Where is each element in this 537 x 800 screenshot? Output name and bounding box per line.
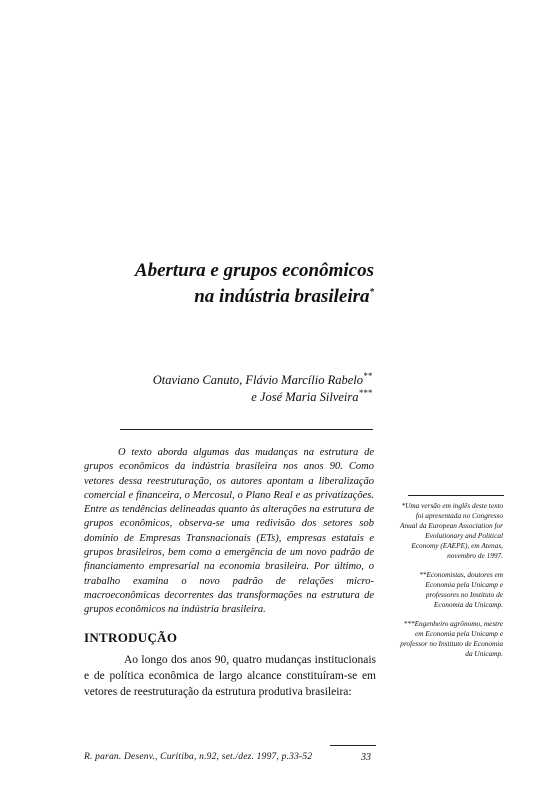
title-footnote-mark: * [369,286,374,297]
section-heading: INTRODUÇÃO [84,630,178,645]
article-title [135,258,374,310]
abstract-text: O texto aborda algumas das mudanças na estrutura de grupos econômicos da indústria brasileira nos anos 90. Como vetores dessa reestruturação, os autores apontam a liberalização comercial e financeira, o Mercosul, o Plano Real e as privatizações. Entre as tendências delineadas quanto às alterações na estrutura de grupos econômicos, observa-se uma redivisão dos setores sob domínio de Empresas Transnacionais (ETs), empresas estatais e grupos brasileiros, bem como a emergência de um novo padrão de financiamento empresarial na economia brasileira. Por último, o trabalho examina o novo padrão de relações micro-macroeconômicas decorrentes das transformações na estrutura de grupos econômicos na indústria brasileira. [84,447,374,616]
note-authors-economists: **Economistas, doutores em Economia pela Unicamp e professores no Instituto de Economia da Unicamp. [419,570,503,609]
note-author-engineer: ***Engenheiro agrônomo, mestre em Economia pela Unicamp e professor no Instituto de Economia da Unicamp. [400,619,503,658]
intro-paragraph: Ao longo dos anos 90, quatro mudanças institucionais e de política econômica de largo alcance constituíram-se em vetores de reestruturação da estrutura produtiva brasileira: [84,654,376,698]
abstract-divider [120,429,373,430]
note-title: *Uma versão em inglês deste texto foi apresentada no Congresso Anual da European Association for Evolutionary and Political Economy (EAEPE), em Atenas, novembro de 1997. [400,501,503,560]
authors-line-1-text: Otaviano Canuto, Flávio Marcílio Rabelo [152,373,363,387]
author-notes [400,501,503,668]
title-line-2-text: na indústria brasileira [194,286,370,307]
journal-citation: R. paran. Desenv., Curitiba, n.92, set./dez. 1997, p.33-52 [84,752,313,762]
notes-divider [408,495,504,496]
author-list [153,372,372,406]
footer-divider [330,745,376,746]
title-line-2 [135,284,374,310]
page-number: 33 [361,752,371,763]
authors-line-2-mark: *** [358,387,372,398]
authors-line-2 [153,389,372,406]
authors-line-1 [153,372,372,389]
title-line-1: Abertura e grupos econômicos [134,260,374,281]
authors-line-1-mark: ** [363,370,372,381]
authors-line-2-text: e José Maria Silveira [251,390,359,404]
